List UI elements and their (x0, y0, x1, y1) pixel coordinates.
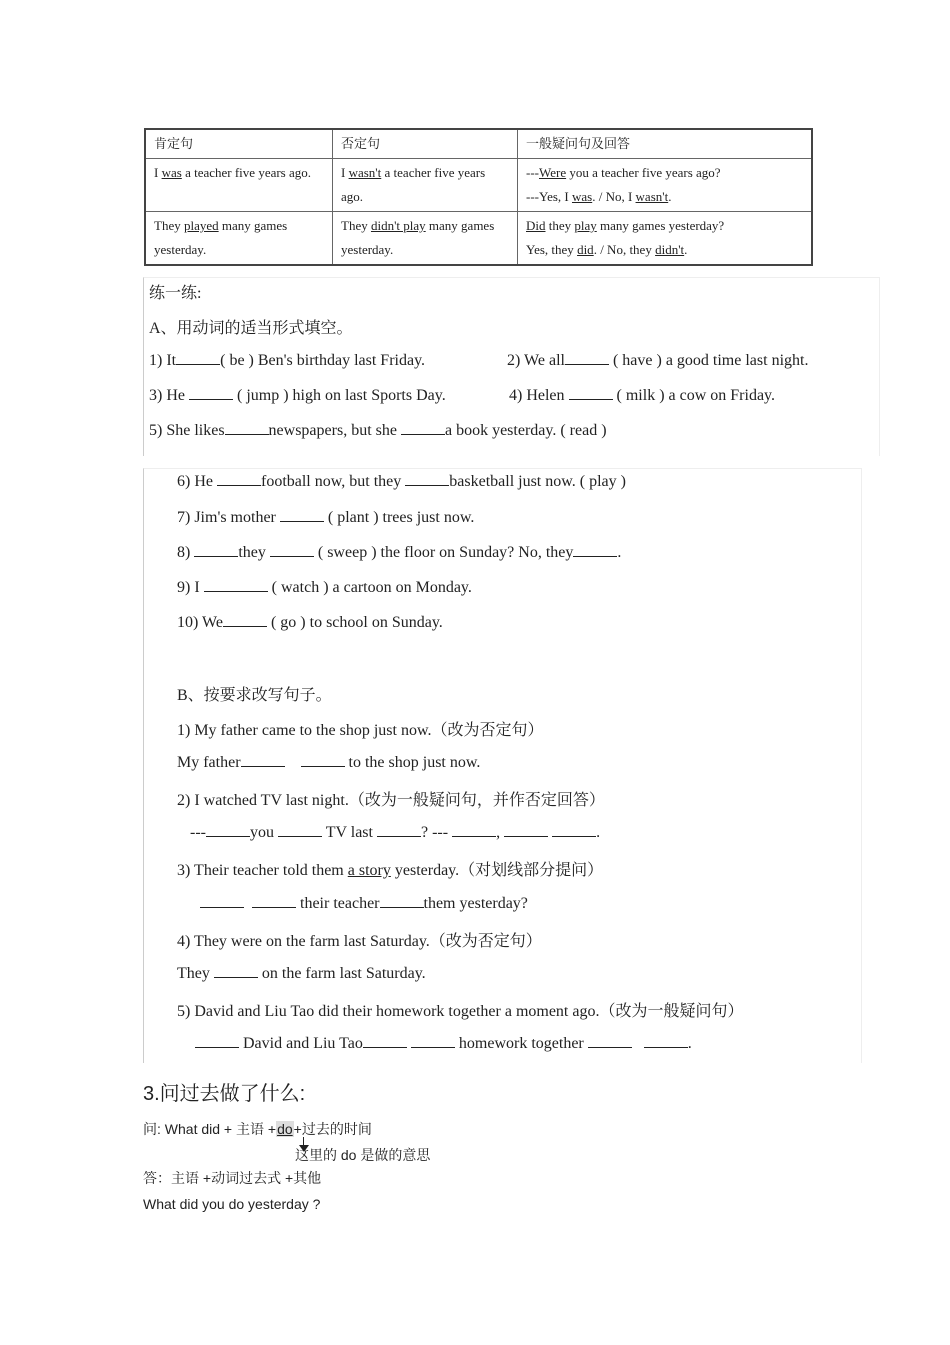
exercise-b5-answer: David and Liu Tao homework together . (195, 1033, 692, 1053)
section3-title: 3.问过去做了什么: (143, 1083, 306, 1105)
header-affirmative: 肯定句 (145, 129, 333, 159)
exercise-a9: 9) I ( watch ) a cartoon on Monday. (177, 579, 472, 596)
example-sentence: What did you do yesterday ? (143, 1196, 321, 1212)
exercise-a3: 3) He ( jump ) high on last Sports Day. (149, 387, 446, 404)
question-pattern: 问: What did + 主语 +do+过去的时间 (143, 1121, 372, 1137)
section-b-title: B、按要求改写句子。 (177, 687, 332, 704)
do-note: 这里的 do 是做的意思 (295, 1147, 431, 1163)
table-row (145, 212, 812, 266)
grammar-table (144, 128, 813, 266)
cell-question: Did they play many games yesterday? Yes, they did. / No, they didn't. (518, 212, 813, 266)
practice-title: 练一练: (149, 285, 202, 302)
cell-negative: I wasn't a teacher five years ago. (333, 159, 518, 212)
header-question: 一般疑问句及回答 (518, 129, 813, 159)
table-header-row (145, 129, 812, 159)
answer-pattern: 答：主语 +动词过去式 +其他 (143, 1170, 322, 1186)
exercise-a6: 6) He football now, but they basketball just now. ( play ) (177, 473, 626, 490)
cell-negative: They didn't play many games yesterday. (333, 212, 518, 266)
exercise-b2: 2) I watched TV last night.（改为一般疑问句，并作否定回答） (177, 792, 605, 809)
exercise-b1-answer: My father to the shop just now. (177, 754, 481, 771)
exercise-b3: 3) Their teacher told them a story yesterday.（对划线部分提问） (177, 862, 604, 879)
exercise-b3-answer: their teacher them yesterday? (200, 893, 528, 913)
exercise-a10: 10) We ( go ) to school on Sunday. (177, 614, 443, 631)
exercise-a8: 8) they ( sweep ) the floor on Sunday? No, they . (177, 544, 622, 561)
table-row (145, 159, 812, 212)
exercise-b2-answer: --- you TV last ? --- , . (190, 824, 601, 841)
exercise-a5: 5) She likes newspapers, but she a book yesterday. ( read ) (149, 422, 607, 439)
exercise-a1: 1) It ( be ) Ben's birthday last Friday. (149, 352, 426, 369)
cell-affirmative: They played many games yesterday. (145, 212, 333, 266)
cell-question: ---Were you a teacher five years ago? ---Yes, I was. / No, I wasn't. (518, 159, 813, 212)
do-highlight: do (277, 1121, 293, 1137)
exercise-b5: 5) David and Liu Tao did their homework together a moment ago.（改为一般疑问句） (177, 1003, 744, 1020)
exercise-a7: 7) Jim's mother ( plant ) trees just now. (177, 509, 475, 526)
header-negative: 否定句 (333, 129, 518, 159)
exercise-b4: 4) They were on the farm last Saturday.（改为否定句） (177, 933, 542, 950)
cell-affirmative: I was a teacher five years ago. (145, 159, 333, 212)
section-a-title: A、用动词的适当形式填空。 (149, 320, 353, 337)
exercise-b1: 1) My father came to the shop just now.（改为否定句） (177, 722, 544, 739)
exercise-a2: 2) We all ( have ) a good time last night. (507, 352, 809, 369)
exercise-a4: 4) Helen ( milk ) a cow on Friday. (509, 387, 776, 404)
exercise-b4-answer: They on the farm last Saturday. (177, 965, 426, 982)
